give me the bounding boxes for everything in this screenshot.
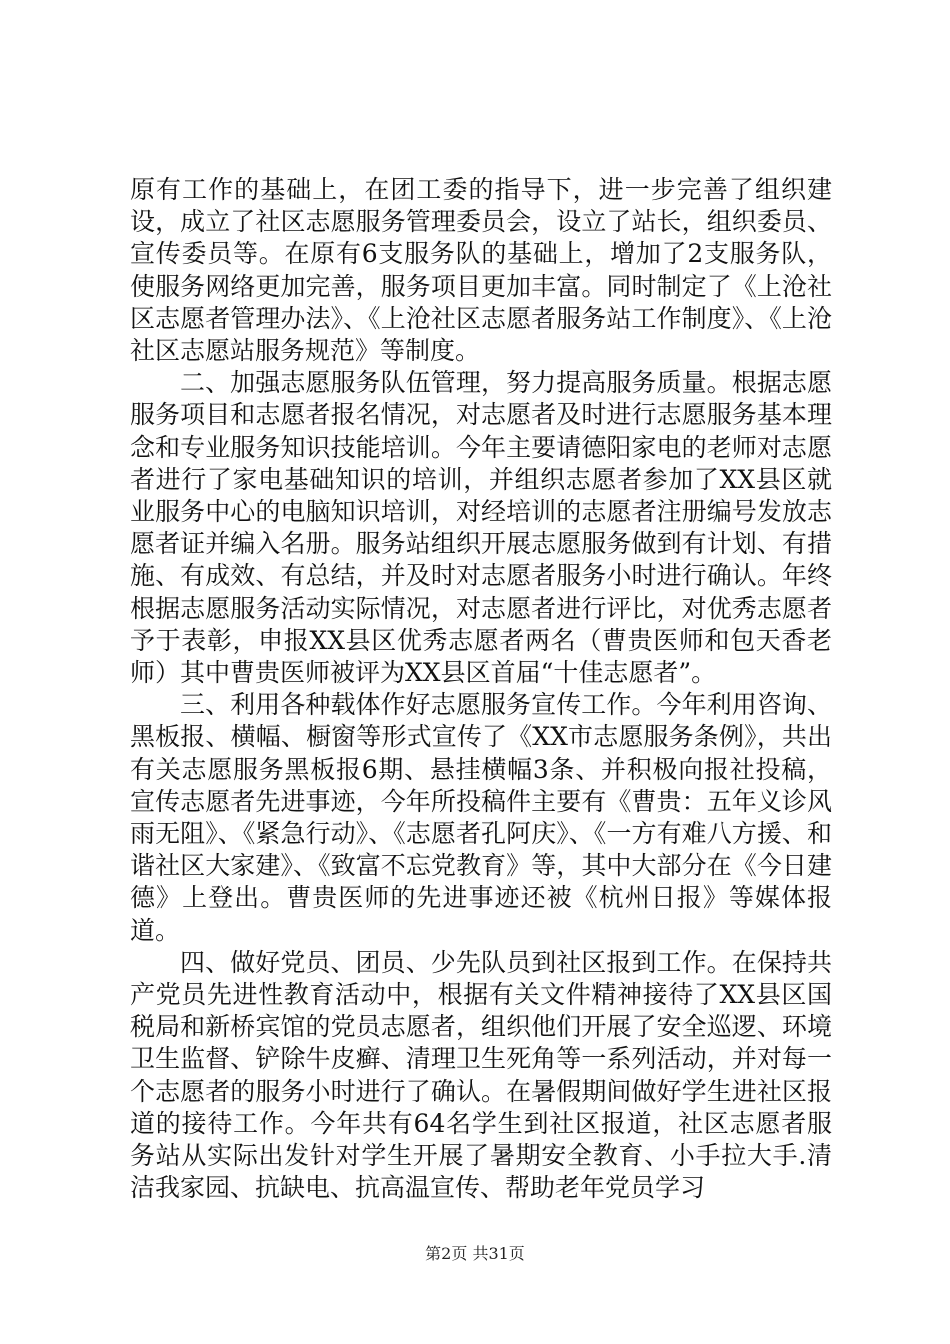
paragraph-section-three: 三、利用各种载体作好志愿服务宣传工作。今年利用咨询、黑板报、横幅、橱窗等形式宣传了《XX市志愿服务条例》，共出有关志愿服务黑板报6期、悬挂横幅3条、并积极向报社投稿，宣传志愿者先进事迹，今年所投稿件主要有《曹贵：五年义诊风雨无阻》、《紧急行动》、《志愿者孔阿庆》、《一方有难八方援、和谐社区大家建》、《致富不忘党教育》等，其中大部分在《今日建德》上登出。曹贵医师的先进事迹还被《杭州日报》等媒体报道。	[130, 690, 832, 945]
document-body	[130, 174, 832, 1205]
paragraph-continuation: 原有工作的基础上，在团工委的指导下，进一步完善了组织建设，成立了社区志愿服务管理委员会，设立了站长，组织委员、宣传委员等。在原有6支服务队的基础上，增加了2支服务队，使服务网络更加完善，服务项目更加丰富。同时制定了《上沧社区志愿者管理办法》、《上沧社区志愿者服务站工作制度》、《上沧社区志愿站服务规范》等制度。	[130, 175, 832, 366]
page-number-footer: 第2页 共31页	[425, 1244, 525, 1263]
paragraph-section-two: 二、加强志愿服务队伍管理，努力提高服务质量。根据志愿服务项目和志愿者报名情况，对志愿者及时进行志愿服务基本理念和专业服务知识技能培训。今年主要请德阳家电的老师对志愿者进行了家电基础知识的培训，并组织志愿者参加了XX县区就业服务中心的电脑知识培训，对经培训的志愿者注册编号发放志愿者证并编入名册。服务站组织开展志愿服务做到有计划、有措施、有成效、有总结，并及时对志愿者服务小时进行确认。年终根据志愿服务活动实际情况，对志愿者进行评比，对优秀志愿者予于表彰，申报XX县区优秀志愿者两名（曹贵医师和包天香老师）其中曹贵医师被评为XX县区首届“十佳志愿者”。	[130, 368, 832, 688]
paragraph-section-four: 四、做好党员、团员、少先队员到社区报到工作。在保持共产党员先进性教育活动中，根据有关文件精神接待了XX县区国税局和新桥宾馆的党员志愿者，组织他们开展了安全巡逻、环境卫生监督、铲除牛皮癣、清理卫生死角等一系列活动，并对每一个志愿者的服务小时进行了确认。在暑假期间做好学生进社区报道的接待工作。今年共有64名学生到社区报道，社区志愿者服务站从实际出发针对学生开展了暑期安全教育、小手拉大手.清洁我家园、抗缺电、抗高温宣传、帮助老年党员学习	[130, 947, 832, 1203]
